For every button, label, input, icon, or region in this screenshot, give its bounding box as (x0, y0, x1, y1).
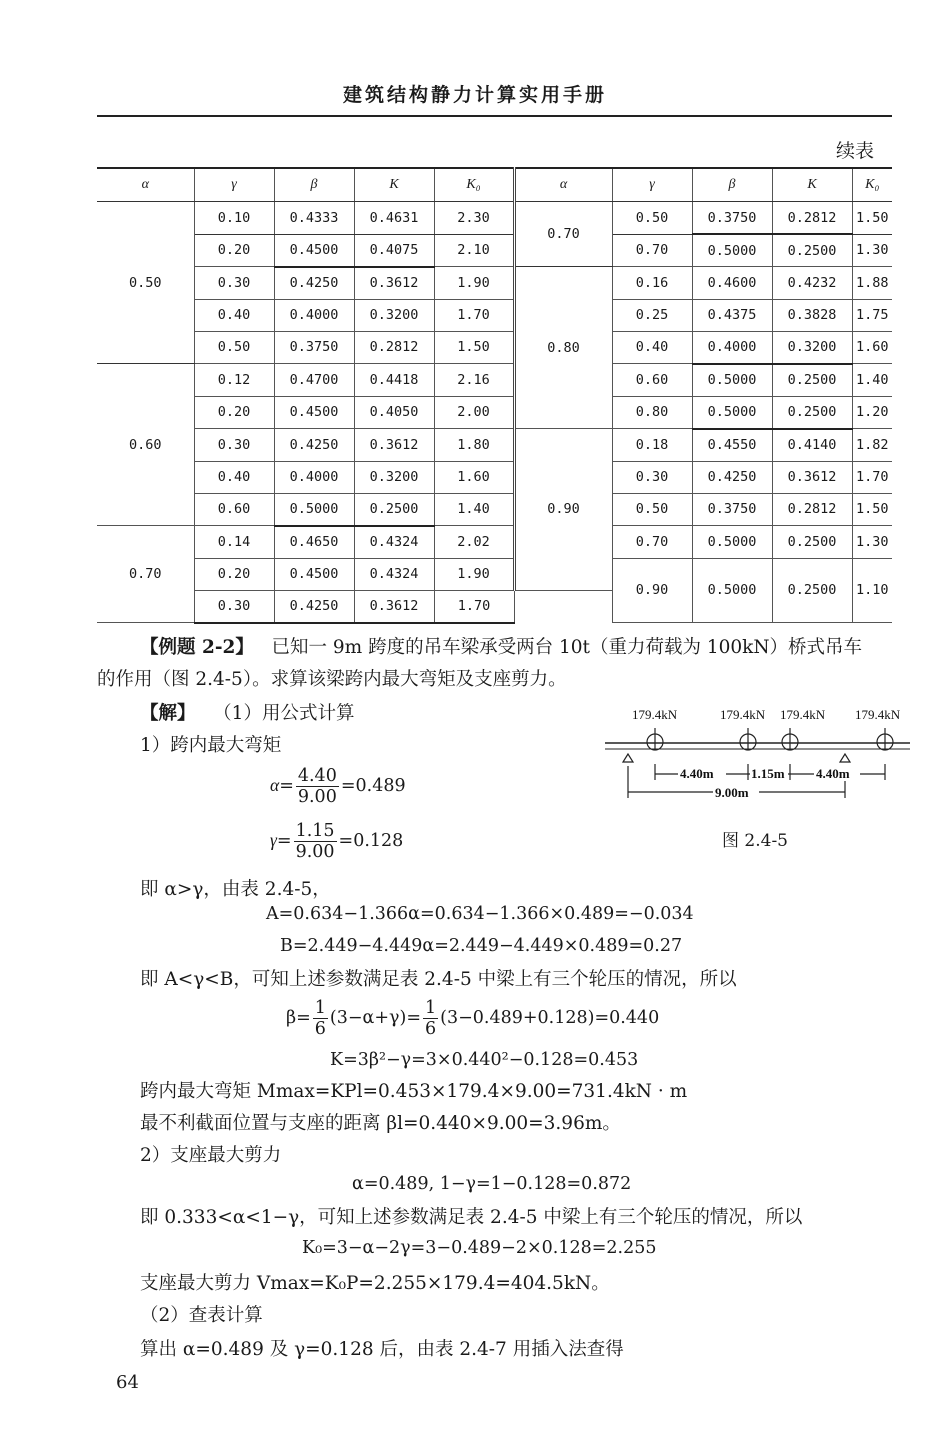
table-cell: 0.4333 (274, 202, 354, 235)
table-cell: 0.5000 (692, 234, 772, 267)
shear-line: 支座最大剪力 Vmax=K₀P=2.255×179.4=404.5kN。 (140, 1273, 610, 1294)
table-cell: 0.4650 (274, 526, 354, 559)
example-line-2: 的作用（图 2.4-5）。求算该梁跨内最大弯矩及支座剪力。 (97, 669, 567, 690)
table-cell: 1.50 (852, 493, 892, 526)
header-rule (97, 115, 892, 117)
load-label-4: 179.4kN (855, 707, 901, 722)
position-line: 最不利截面位置与支座的距离 βl=0.440×9.00=3.96m。 (140, 1113, 621, 1134)
table-cell: 0.4631 (354, 202, 434, 235)
table-cell: 2.10 (434, 234, 514, 267)
table-cell: 0.2812 (772, 202, 852, 235)
table-cell: 0.2500 (772, 526, 852, 559)
table-cell: 0.3750 (692, 493, 772, 526)
frac-denominator: 6 (424, 1019, 437, 1039)
dim-label-1: 4.40m (680, 766, 714, 781)
equation-K0: K₀=3−α−2γ=3−0.489−2×0.128=2.255 (302, 1238, 657, 1258)
table-cell: 0.4500 (274, 558, 354, 590)
table-cell: 1.70 (852, 461, 892, 493)
table-cell: 0.4250 (274, 267, 354, 300)
table-cell: 2.02 (434, 526, 514, 559)
table-cell: 0.4500 (274, 396, 354, 429)
coefficient-table (97, 167, 892, 624)
table-cell: 0.4500 (274, 234, 354, 267)
example-label: 【例题 2-2】 (140, 637, 254, 658)
beam-load-diagram (600, 700, 920, 810)
table-cell: 0.50 (612, 202, 692, 235)
table-cell: 0.4000 (274, 461, 354, 493)
table-cell: 0.2500 (354, 493, 434, 526)
table-cell: 0.20 (194, 234, 274, 267)
table-cell: 1.20 (852, 396, 892, 429)
table-cell: 0.3750 (692, 202, 772, 235)
table-row (97, 429, 892, 462)
beta-rhs: (3−0.489+0.128)=0.440 (440, 1008, 660, 1028)
table-cell: 0.3612 (772, 461, 852, 493)
col-header: K₀ (852, 168, 892, 202)
table-cell: 0.50 (97, 202, 194, 364)
table-cell: 0.20 (194, 396, 274, 429)
last-line: 算出 α=0.489 及 γ=0.128 后，由表 2.4-7 用插入法查得 (140, 1339, 624, 1360)
gamma-fraction (294, 821, 337, 862)
beta-lhs: β= (286, 1008, 311, 1028)
table-row (97, 202, 892, 235)
table-cell: 0.5000 (274, 493, 354, 526)
table-cell: 0.5000 (692, 364, 772, 397)
table-cell: 0.3200 (354, 299, 434, 331)
table-cell: 1.50 (434, 331, 514, 364)
beta-middle: (3−α+γ)= (329, 1008, 421, 1028)
table-cell: 1.90 (434, 267, 514, 300)
table-cell: 2.00 (434, 396, 514, 429)
table-cell: 0.90 (514, 429, 612, 591)
table-row (97, 331, 892, 364)
dim-label-3: 4.40m (816, 766, 850, 781)
left-support (623, 754, 633, 762)
table-cell: 0.4000 (692, 331, 772, 364)
one-sixth-fraction-2 (423, 998, 438, 1039)
table-cell: 1.70 (434, 590, 514, 623)
table-cell: 0.20 (194, 558, 274, 590)
table-cell: 0.4232 (772, 267, 852, 300)
table-cell: 0.5000 (692, 558, 772, 623)
table-cell: 2.16 (434, 364, 514, 397)
table-cell: 1.70 (434, 299, 514, 331)
table-body (97, 202, 892, 623)
compare-line-3: 即 0.333<α<1−γ，可知上述参数满足表 2.4-5 中梁上有三个轮压的情况，所以 (140, 1207, 803, 1228)
table-header (97, 168, 892, 202)
sub-step-1: 1）跨内最大弯矩 (140, 735, 282, 756)
col-header: K₀ (434, 168, 514, 202)
table-row (97, 364, 892, 397)
alpha-gamma-equation: α=0.489, 1−γ=1−0.128=0.872 (352, 1174, 632, 1194)
table-cell: 0.60 (194, 493, 274, 526)
table-cell: 0.4324 (354, 558, 434, 590)
table-cell: 0.2500 (772, 364, 852, 397)
table-cell: 0.3612 (354, 267, 434, 300)
load-label-3: 179.4kN (780, 707, 826, 722)
table-cell: 0.60 (612, 364, 692, 397)
table-row (97, 526, 892, 559)
table-cell: 1.40 (434, 493, 514, 526)
table-cell: 1.60 (852, 331, 892, 364)
table-cell: 0.80 (514, 267, 612, 429)
table-cell: 0.50 (194, 331, 274, 364)
table-cell: 0.70 (612, 526, 692, 559)
col-header: γ (612, 168, 692, 202)
alpha-fraction (296, 766, 339, 807)
table-cell: 0.5000 (692, 396, 772, 429)
table-cell: 1.60 (434, 461, 514, 493)
table-cell: 0.30 (194, 590, 274, 623)
table-cell: 0.4700 (274, 364, 354, 397)
table-cell: 0.4418 (354, 364, 434, 397)
table-cell: 0.70 (514, 202, 612, 267)
table-cell: 0.2500 (772, 558, 852, 623)
col-header: K (772, 168, 852, 202)
table-cell: 0.10 (194, 202, 274, 235)
gamma-equation: γ= $\frac{1.15}{9.00}$ =0.128 (270, 821, 404, 862)
table-cell: 0.4140 (772, 429, 852, 462)
moment-line: 跨内最大弯矩 Mmax=KPl=0.453×179.4×9.00=731.4kN · m (140, 1081, 688, 1102)
col-header: β (692, 168, 772, 202)
table-cell: 2.30 (434, 202, 514, 235)
table-cell: 0.4000 (274, 299, 354, 331)
table-cell: 1.50 (852, 202, 892, 235)
load-label-1: 179.4kN (632, 707, 678, 722)
equation-B: B=2.449−4.449α=2.449−4.449×0.489=0.27 (280, 936, 683, 956)
compare-line-2: 即 A<γ<B，可知上述参数满足表 2.4-5 中梁上有三个轮压的情况，所以 (140, 969, 737, 990)
dim-label-2: 1.15m (751, 766, 785, 781)
table-cell: 0.2500 (772, 234, 852, 267)
table-cell: 0.60 (97, 364, 194, 526)
gamma-numerator: 1.15 (295, 821, 335, 841)
col-header: α (97, 168, 194, 202)
load-label-2: 179.4kN (720, 707, 766, 722)
span-label: 9.00m (715, 785, 749, 800)
table-cell: 0.70 (97, 526, 194, 623)
table-cell: 1.88 (852, 267, 892, 300)
table-cell: 0.3200 (354, 461, 434, 493)
frac-numerator: 1 (314, 998, 326, 1018)
table-continued-note: 续表 (836, 140, 875, 162)
table-cell: 0.70 (612, 234, 692, 267)
table-cell: 1.90 (434, 558, 514, 590)
table-cell: 1.80 (434, 429, 514, 462)
solution-line (140, 698, 354, 730)
table-row (97, 558, 892, 590)
gamma-value: 0.128 (353, 831, 404, 851)
table-cell: 1.75 (852, 299, 892, 331)
table-cell: 0.30 (194, 429, 274, 462)
table-cell: 1.10 (852, 558, 892, 623)
table-row (97, 267, 892, 300)
table-cell: 1.82 (852, 429, 892, 462)
right-support (840, 754, 850, 762)
table-row (97, 461, 892, 493)
table-cell: 0.4050 (354, 396, 434, 429)
table-cell: 0.4250 (692, 461, 772, 493)
table-cell: 0.16 (612, 267, 692, 300)
table-cell: 0.4550 (692, 429, 772, 462)
table-cell: 0.12 (194, 364, 274, 397)
col-header: K (354, 168, 434, 202)
example-text: 已知一 9m 跨度的吊车梁承受两台 10t（重力荷载为 100kN）桥式吊车 (271, 637, 863, 658)
table-row (97, 396, 892, 429)
alpha-value: 0.489 (355, 776, 406, 796)
alpha-equation: α= $\frac{4.40}{9.00}$ =0.489 (270, 766, 406, 807)
table-cell: 0.25 (612, 299, 692, 331)
alpha-numerator: 4.40 (297, 766, 337, 786)
table-row (97, 299, 892, 331)
table-cell: 0.4375 (692, 299, 772, 331)
table-cell: 1.30 (852, 526, 892, 559)
table-cell: 0.3612 (354, 429, 434, 462)
sub-step-2: 2）支座最大剪力 (140, 1145, 282, 1166)
table-cell: 0.14 (194, 526, 274, 559)
equation-A: A=0.634−1.366α=0.634−1.366×0.489=−0.034 (266, 904, 694, 924)
solution-label: 【解】 (140, 703, 196, 724)
gamma-denominator: 9.00 (295, 842, 335, 862)
equation-K: K=3β²−γ=3×0.440²−0.128=0.453 (330, 1050, 639, 1070)
example-line-1 (140, 632, 862, 664)
compare-line-1: 即 α>γ，由表 2.4-5， (140, 879, 331, 900)
table-row (97, 234, 892, 267)
col-header: α (514, 168, 612, 202)
table-cell: 0.30 (612, 461, 692, 493)
alpha-denominator: 9.00 (297, 787, 337, 807)
figure-caption: 图 2.4-5 (722, 831, 788, 851)
table-cell: 0.40 (612, 331, 692, 364)
one-sixth-fraction (313, 998, 328, 1039)
table-cell: 0.3612 (354, 590, 434, 623)
table-cell: 0.40 (194, 299, 274, 331)
table-row (97, 493, 892, 526)
table-cell: 0.5000 (692, 526, 772, 559)
table-cell: 0.3200 (772, 331, 852, 364)
beta-equation (286, 998, 659, 1039)
col-header: γ (194, 168, 274, 202)
table-cell: 0.80 (612, 396, 692, 429)
frac-numerator: 1 (424, 998, 437, 1018)
table-cell: 0.3828 (772, 299, 852, 331)
table-cell: 0.2812 (354, 331, 434, 364)
table-cell: 0.4324 (354, 526, 434, 559)
table-cell: 0.18 (612, 429, 692, 462)
table-cell: 0.3750 (274, 331, 354, 364)
col-header: β (274, 168, 354, 202)
table-cell: 0.40 (194, 461, 274, 493)
table-cell: 0.50 (612, 493, 692, 526)
table-cell: 0.30 (194, 267, 274, 300)
page-number: 64 (116, 1372, 139, 1393)
step-1-title: （1）用公式计算 (213, 703, 355, 724)
frac-denominator: 6 (314, 1019, 326, 1039)
table-cell: 0.4250 (274, 429, 354, 462)
table-cell: 1.30 (852, 234, 892, 267)
table-cell: 0.90 (612, 558, 692, 623)
table-cell: 1.40 (852, 364, 892, 397)
step-2-title: （2）查表计算 (140, 1305, 263, 1326)
running-header: 建筑结构静力计算实用手册 (342, 84, 607, 106)
table-cell: 0.4250 (274, 590, 354, 623)
table-cell: 0.2812 (772, 493, 852, 526)
table-cell: 0.4075 (354, 234, 434, 267)
table-cell: 0.4600 (692, 267, 772, 300)
table-cell: 0.2500 (772, 396, 852, 429)
